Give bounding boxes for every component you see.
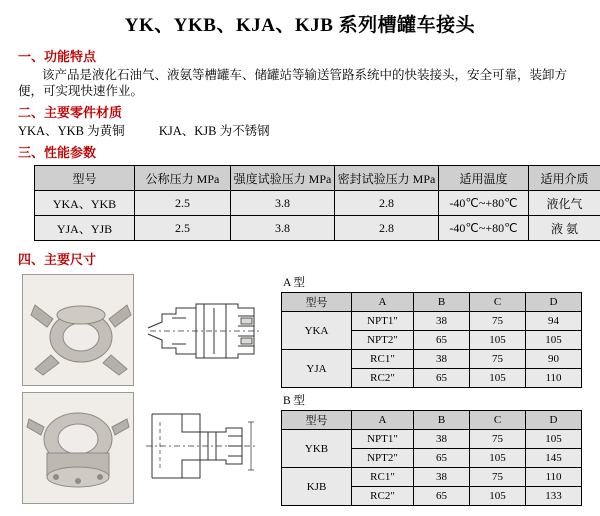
cell: RC2": [352, 487, 414, 506]
table-header-row: [35, 166, 600, 191]
section-heading-features: 一、功能特点: [18, 49, 97, 64]
cell: 90: [526, 350, 582, 369]
table-row: [35, 191, 600, 216]
cell: 液化气: [529, 191, 600, 216]
cell: 3.8: [231, 191, 335, 216]
col-header: 密封试验压力 MPa: [335, 166, 439, 191]
type-label-b: B 型: [283, 395, 306, 407]
cell: 75: [470, 350, 526, 369]
col-header: A: [352, 411, 414, 430]
cell: 38: [414, 312, 470, 331]
cell: 2.5: [135, 191, 231, 216]
dimension-group-a: [12, 274, 588, 388]
cell: -40℃~+80℃: [439, 216, 529, 241]
page-title: YK、YKB、KJA、KJB 系列槽罐车接头: [124, 15, 476, 36]
section-heading-performance: 三、性能参数: [18, 145, 97, 160]
dimension-table-b-wrap: [281, 392, 588, 506]
col-header: B: [414, 411, 470, 430]
col-header: C: [470, 411, 526, 430]
cell-model: YKB: [282, 430, 352, 468]
col-header: 公称压力 MPa: [135, 166, 231, 191]
product-photo-a: [22, 274, 134, 386]
cell: 105: [526, 430, 582, 449]
cell: NPT2": [352, 449, 414, 468]
cell: 2.8: [335, 191, 439, 216]
type-label-a: A 型: [283, 277, 306, 289]
dimension-table-b: [281, 410, 582, 506]
cell: 105: [470, 369, 526, 388]
cell: 65: [414, 369, 470, 388]
col-header: B: [414, 293, 470, 312]
cell: RC2": [352, 369, 414, 388]
table-row: [282, 468, 582, 487]
product-photo-b: [22, 392, 134, 504]
materials-line-a: YKA、YKB 为黄铜: [18, 124, 125, 138]
col-header: A: [352, 293, 414, 312]
cell: 105: [470, 331, 526, 350]
cell: 110: [526, 369, 582, 388]
col-header: 型号: [282, 411, 352, 430]
col-header: 强度试验压力 MPa: [231, 166, 335, 191]
cell: 液 氨: [529, 216, 600, 241]
cell: 75: [470, 468, 526, 487]
cell: 105: [526, 331, 582, 350]
col-header: 适用温度: [439, 166, 529, 191]
cell: RC1": [352, 350, 414, 369]
cell: NPT1": [352, 312, 414, 331]
performance-table: [34, 165, 600, 241]
table-row: [282, 312, 582, 331]
cell: 94: [526, 312, 582, 331]
col-header: 型号: [35, 166, 135, 191]
cell: 110: [526, 468, 582, 487]
cell: 75: [470, 430, 526, 449]
cell: NPT2": [352, 331, 414, 350]
table-row: [282, 350, 582, 369]
dimension-table-a-wrap: [281, 274, 588, 388]
technical-drawing-a: [142, 274, 267, 384]
materials-body: [18, 123, 588, 139]
features-body: 该产品是液化石油气、液氨等槽罐车、储罐站等输送管路系统中的快装接头，安全可靠，装卸方便，可实现快速作业。: [18, 68, 568, 98]
table-header-row: [282, 293, 582, 312]
table-header-row: [282, 411, 582, 430]
cell: 145: [526, 449, 582, 468]
cell-model: YJA: [282, 350, 352, 388]
cell: 65: [414, 331, 470, 350]
cell: 38: [414, 468, 470, 487]
dimension-group-b: [12, 392, 588, 506]
cell-model: YKA: [282, 312, 352, 350]
cell: NPT1": [352, 430, 414, 449]
table-row: [282, 430, 582, 449]
cell: YKA、YKB: [35, 191, 135, 216]
cell: 38: [414, 350, 470, 369]
cell: 65: [414, 449, 470, 468]
cell: -40℃~+80℃: [439, 191, 529, 216]
cell: 105: [470, 487, 526, 506]
cell: 3.8: [231, 216, 335, 241]
technical-drawing-b: [142, 392, 267, 502]
cell: 133: [526, 487, 582, 506]
col-header: 适用介质: [529, 166, 600, 191]
cell: 2.5: [135, 216, 231, 241]
cell-model: KJB: [282, 468, 352, 506]
col-header: 型号: [282, 293, 352, 312]
section-heading-dimensions: 四、主要尺寸: [18, 252, 97, 267]
cell: 75: [470, 312, 526, 331]
materials-line-b: KJA、KJB 为不锈钢: [158, 124, 270, 138]
col-header: D: [526, 411, 582, 430]
cell: 38: [414, 430, 470, 449]
cell: RC1": [352, 468, 414, 487]
cell: 65: [414, 487, 470, 506]
cell: 2.8: [335, 216, 439, 241]
dimension-table-a: [281, 292, 582, 388]
col-header: D: [526, 293, 582, 312]
cell: YJA、YJB: [35, 216, 135, 241]
cell: 105: [470, 449, 526, 468]
section-heading-materials: 二、主要零件材质: [18, 105, 123, 120]
col-header: C: [470, 293, 526, 312]
dimensions-section: [12, 274, 588, 506]
table-row: [35, 216, 600, 241]
